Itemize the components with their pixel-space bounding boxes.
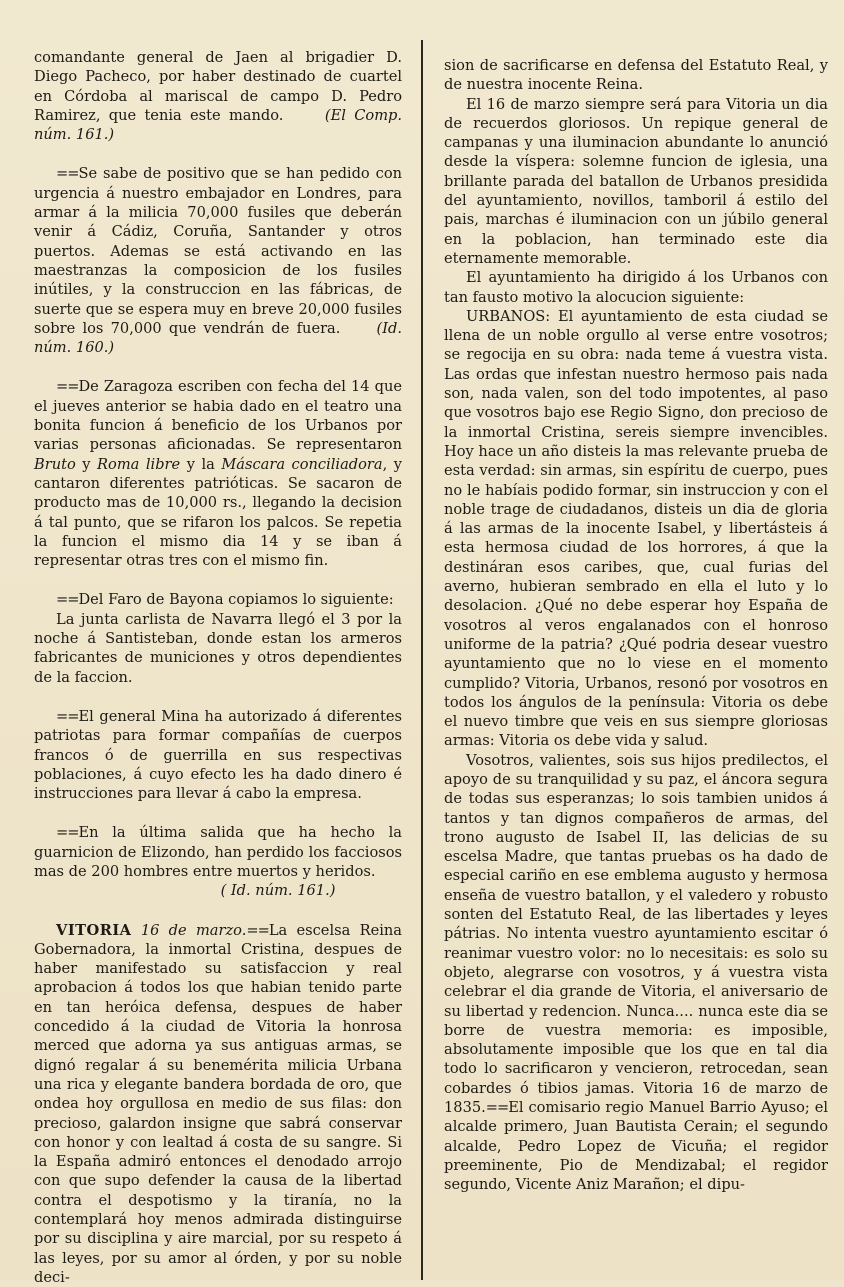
- section-dash: ==: [485, 1099, 509, 1117]
- section-dash: ==: [246, 921, 269, 939]
- article-mina: [34, 707, 402, 803]
- left-column: [34, 48, 403, 1286]
- article-text: El ayuntamiento ha dirigido á los Urbanos con tan fausto motivo la alocucion siguiente:: [444, 269, 828, 306]
- article-zaragoza: [34, 377, 402, 570]
- dateline-place: VITORIA: [56, 921, 132, 939]
- article-jaen: [34, 48, 402, 144]
- article-text: comandante general de Jaen al brigadier D. Diego Pacheco, por haber destinado de cuartel en Córdoba al mariscal de campo D. Pedro Ramirez, que tenia este mando. (El Comp. núm. 161.): [34, 49, 403, 144]
- signatories: El comisario regio Manuel Barrio Ayuso; el alcalde primero, Juan Bautista Cerain; el segundo alcalde, Pedro Lopez de Vicuña; el regidor preeminente, Pio de Mendizabal; el regidor segundo, Vicente Aniz Marañon; el dipu-: [444, 1099, 828, 1194]
- article-vitoria: [34, 921, 402, 1287]
- proclamation-text: URBANOS: El ayuntamiento de esta ciudad se llena de un noble orgullo al verse entre vosotros; se regocija en su obra: nada teme á vuestra vista. Las ordas que infestan nuestro hermoso pais nada son, nada valen, son del todo impotentes, al paso que vosotros bajo ese Regio Signo, don precioso de la inmortal Cristina, sereis siempre invencibles. Hoy hace un año disteis la mas relevante prueba de esta verdad: sin armas, sin espíritu de cuerpo, pues no le habíais podido formar, sin instruccion y con el noble trage de ciudadanos, disteis un dia de gloria á las armas de la inocente Isabel, y libertásteis á esta hermosa ciudad de los horrores, á que la destináran esos caribes, que, cual furias del averno, hubieran sembrado en ella el luto y lo desolacion. ¿Qué no debe esperar hoy España de vosotros al veros engalanados con el honroso uniforme de la patria? ¿Qué podria desear vuestro ayuntamiento que no lo viese en el momento cumplido? Vitoria, Urbanos, resonó por vosotros en todos los ángulos de la península: Vitoria os debe el nuevo timbre que veis en sus siempre gloriosas armas: Vitoria os debe vida y salud.: [444, 307, 828, 750]
- article-elizondo: [34, 823, 402, 900]
- article-text: ==Se sabe de positivo que se han pedido con urgencia á nuestro embajador en Londres, para armar á la milicia 70,000 fusiles que deberán venir á Cádiz, Coruña, Santander y otros puertos. Ademas se está activando en las maestranzas la composicion de los fusiles inútiles, y la construccion en las fábricas, de suerte que se espera muy en breve 20,000 fusiles sobre los 70,000 que vendrán de fuera. (Id. núm. 160.): [34, 165, 402, 357]
- article-text: ==Del Faro de Bayona copiamos lo siguiente:: [56, 591, 394, 609]
- article-text: El 16 de marzo siempre será para Vitoria un dia de recuerdos gloriosos. Un repique general de campanas y una iluminacion abundante lo anunció desde la víspera: solemne funcion de iglesia, una brillante parada del batallon de Urbanos presidida del ayuntamiento, novillos, tamboril á estilo del pais, marchas é iluminacion con un júbilo general en la poblacion, han terminado este dia eternamente memorable.: [444, 95, 828, 267]
- article-text: ==El general Mina ha autorizado á diferentes patriotas para formar compañías de cuerpos francos ó de guerrilla en sus respectivas poblaciones, á cuyo efecto les ha dado dinero é instrucciones para llevar á cabo la empresa.: [34, 707, 402, 803]
- section-dash: ==: [56, 591, 79, 609]
- article-bayona: [34, 590, 402, 686]
- proclamation-address: URBANOS:: [466, 307, 551, 325]
- section-dash: ==: [56, 707, 79, 725]
- article-fusiles: [34, 164, 402, 357]
- proclamation-text: Vosotros, valientes, sois sus hijos predilectos, el apoyo de su tranquilidad y su paz, el áncora segura de todas sus esperanzas; lo sois tambien unidos á tantos y tan dignos compañeros de armas, del trono augusto de Isabel II, las delicias de su escelsa Madre, que tantas pruebas os ha dado de especial cariño en ese emblema augusto y hermosa enseña de vuestro batallon, y el valedero y robusto sonten del Estatuto Real, de las libertades y leyes pátrias. No intenta vuestro ayuntamiento escitar ó reanimar vuestro volor: no lo necesitais: es solo su objeto, alegrarse con vosotros, y á vuestra vista celebrar el dia grande de Vitoria, el aniversario de su libertad y redencion. Nunca.... nunca este dia se borre de vuestra memoria: es imposible, absolutamente imposible que los que en tal dia todo lo sacrificaron y vencieron, retrocedan, sean cobardes ó tibios jamas. Vitoria 16 de marzo de 1835.==El comisario regio Manuel Barrio Ayuso; el alcalde primero, Juan Bautista Cerain; el segundo alcalde, Pedro Lopez de Vicuña; el regidor preeminente, Pio de Mendizabal; el regidor segundo, Vicente Aniz Marañon; el dipu-: [444, 751, 828, 1194]
- article-text: sion de sacrificarse en defensa del Estatuto Real, y de nuestra inocente Reina.: [444, 57, 828, 94]
- section-dash: ==: [56, 824, 79, 842]
- article-vitoria-continued: [444, 56, 828, 1195]
- article-text: ==De Zaragoza escriben con fecha del 14 que el jueves anterior se habia dado en el teatro una bonita funcion á beneficio de los Urbanos por varias personas aficionadas. Se representaron Bruto y Roma libre y la Máscara conciliadora, y cantaron diferentes patrióticas. Se sacaron de producto mas de 10,000 rs., llegando la decision á tal punto, que se rifaron los palcos. Se repetia la funcion el mismo dia 14 y se iban á representar otras tres con el mismo fin.: [34, 378, 402, 570]
- article-text: VITORIA 16 de marzo.==La escelsa Reina Gobernadora, la inmortal Cristina, despues de haber manifestado su satisfaccion y real aprobacion á todos los que habian tenido parte en tan heróica defensa, despues de haber concedido á la ciudad de Vitoria la honrosa merced que adorna ya sus antiguas armas, se dignó regalar á su benemérita milicia Urbana una rica y elegante bandera bordada de oro, que ondea hoy orgullosa en medio de sus filas: don precioso, galardon insigne que sabrá conservar con honor y con lealtad á costa de su sangre. Si la España admiró entonces el denodado arrojo con que supo defender la causa de la libertad contra el despotismo y la tiranía, no la contemplará hoy menos admirada distinguirse por su disciplina y aire marcial, por su respeto á las leyes, por su amor al órden, y por su noble deci-: [34, 921, 402, 1286]
- dateline-date: 16 de marzo.: [140, 921, 247, 939]
- right-column: [444, 56, 828, 1270]
- column-divider: [421, 40, 423, 1280]
- article-text: ==En la última salida que ha hecho la guarnicion de Elizondo, han perdido los facciosos mas de 200 hombres entre muertos y heridos.: [34, 824, 402, 880]
- citation: (Id. núm. 160.): [34, 319, 402, 357]
- citation: (El Comp. núm. 161.): [34, 106, 403, 144]
- citation: ( Id. núm. 161.): [220, 882, 336, 900]
- article-text: La junta carlista de Navarra llegó el 3 por la noche á Santisteban, donde estan los armeros fabricantes de municiones y otros dependientes de la faccion.: [34, 610, 402, 686]
- section-dash: ==: [56, 165, 79, 183]
- section-dash: ==: [56, 378, 79, 396]
